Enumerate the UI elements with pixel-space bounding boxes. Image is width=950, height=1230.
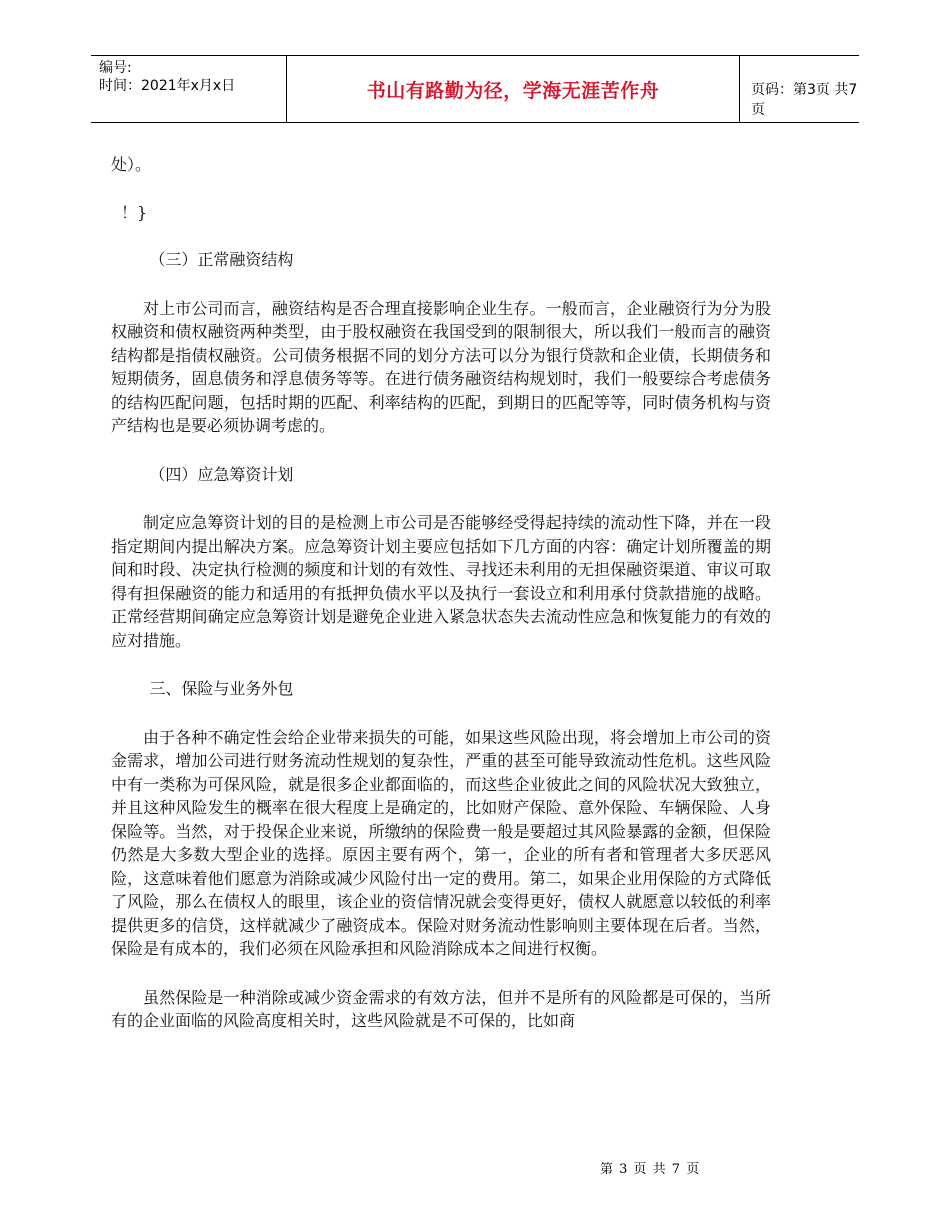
paragraph-insurance-1: 由于各种不确定性会给企业带来损失的可能，如果这些风险出现，将会增加上市公司的资金需求，增加公司进行财务流动性规划的复杂性，严重的甚至可能导致流动性危机。这些风险中有一类称为可保风险，就是很多企业都面临的，而这些企业彼此之间的风险状况大致独立，并且这种风险发生的概率在很大程度上是确定的，比如财产保险、意外保险、车辆保险、人身保险等。当然，对于投保企业来说，所缴纳的保险费一般是要超过其风险暴露的金额，但保险仍然是大多数大型企业的选择。原因主要有两个，第一，企业的所有者和管理者大多厌恶风险，这意味着他们愿意为消除或减少风险付出一定的费用。第二，如果企业用保险的方式降低了风险，那么在债权人的眼里，该企业的资信情况就会变得更好，债权人就愿意以较低的利率提供更多的信贷，这样就减少了融资成本。保险对财务流动性影响则主要体现在后者。当然，保险是有成本的，我们必须在风险承担和风险消除成本之间进行权衡。	[111, 727, 771, 958]
header-motto: 书山有路勤为径，学海无涯苦作舟	[366, 80, 660, 102]
page-header	[91, 55, 859, 123]
document-body	[111, 153, 771, 1033]
header-meta	[99, 59, 235, 95]
stray-mark: ！}	[121, 202, 148, 222]
section-heading-normal-financing: （三）正常融资结构	[149, 250, 294, 269]
paragraph-insurance-2: 虽然保险是一种消除或减少资金需求的有效方法，但并不是所有的风险都是可保的，当所有的企业面临的风险高度相关时，这些风险就是不可保的，比如商	[111, 987, 771, 1030]
paragraph-fragment: 处）。	[111, 155, 152, 174]
section-heading-insurance: 三、保险与业务外包	[149, 679, 294, 698]
document-date: 时间：2021年x月x日	[99, 78, 236, 94]
header-motto-box	[286, 56, 740, 122]
paragraph-normal-financing: 对上市公司而言，融资结构是否合理直接影响企业生存。一般而言，企业融资行为分为股权融资和债权融资两种类型，由于股权融资在我国受到的限制很大，所以我们一般而言的融资结构都是指债权融资。公司债务根据不同的划分方法可以分为银行贷款和企业债，长期债务和短期债务，固息债务和浮息债务等等。在进行债务融资结构规划时，我们一般要综合考虑债务的结构匹配问题，包括时期的匹配、利率结构的匹配，到期日的匹配等等，同时债务机构与资产结构也是要必须协调考虑的。	[111, 298, 771, 435]
section-heading-emergency-plan: （四）应急筹资计划	[149, 464, 294, 484]
header-page-info: 页码：第3页 共7页	[751, 82, 858, 118]
paragraph-emergency-plan: 制定应急筹资计划的目的是检测上市公司是否能够经受得起持续的流动性下降，并在一段指定期间内提出解决方案。应急筹资计划主要应包括如下几方面的内容：确定计划所覆盖的期间和时段、决定执行检测的频度和计划的有效性、寻找还未利用的无担保融资渠道、审议可取得有担保融资的能力和适用的有抵押负债水平以及执行一套设立和利用承付贷款措施的战略。正常经营期间确定应急筹资计划是避免企业进入紧急状态失去流动性应急和恢复能力的有效的应对措施。	[111, 513, 771, 650]
page-footer: 第 3 页 共 7 页	[600, 1162, 701, 1177]
document-number-label: 编号:	[99, 60, 132, 76]
